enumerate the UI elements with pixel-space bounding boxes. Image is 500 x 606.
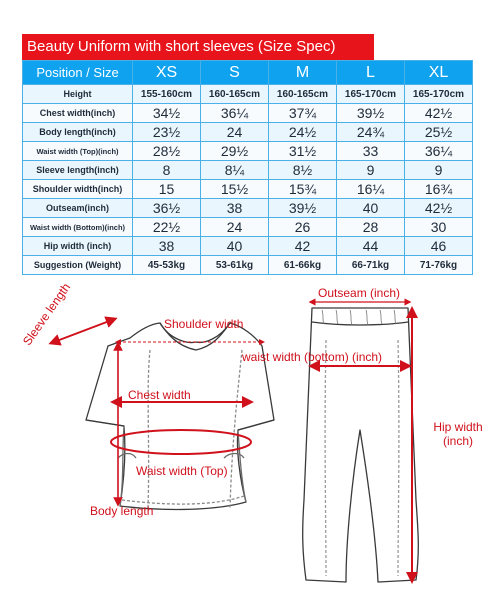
table-cell: 24 — [201, 123, 269, 142]
sleeve-length-arrow — [54, 320, 112, 342]
table-cell: 39½ — [337, 104, 405, 123]
table-cell: 15 — [133, 180, 201, 199]
table-row — [23, 161, 473, 180]
row-label: Height — [23, 85, 133, 104]
table-cell: 155-160cm — [133, 85, 201, 104]
row-label: Body length(inch) — [23, 123, 133, 142]
table-cell: 24½ — [269, 123, 337, 142]
header-size-xs: XS — [133, 61, 201, 85]
spec-title: Beauty Uniform with short sleeves (Size Spec) — [22, 34, 374, 60]
outseam-label: Outseam (inch) — [318, 286, 401, 300]
table-cell: 165-170cm — [337, 85, 405, 104]
table-cell: 40 — [337, 199, 405, 218]
table-row — [23, 237, 473, 256]
table-cell: 61-66kg — [269, 256, 337, 275]
waist-width-bottom-label: waist width (bottom) (inch) — [242, 350, 383, 364]
row-label: Sleeve length(inch) — [23, 161, 133, 180]
table-row — [23, 256, 473, 275]
row-label: Suggestion (Weight) — [23, 256, 133, 275]
table-cell: 46 — [405, 237, 473, 256]
table-cell: 15¾ — [269, 180, 337, 199]
table-cell: 23½ — [133, 123, 201, 142]
table-row — [23, 218, 473, 237]
table-cell: 16¾ — [405, 180, 473, 199]
table-cell: 165-170cm — [405, 85, 473, 104]
row-label: Outseam(inch) — [23, 199, 133, 218]
table-cell: 24¾ — [337, 123, 405, 142]
table-cell: 37¾ — [269, 104, 337, 123]
table-cell: 30 — [405, 218, 473, 237]
header-position-size: Position / Size — [23, 61, 133, 85]
table-cell: 36¼ — [201, 104, 269, 123]
table-row — [23, 85, 473, 104]
measurement-diagram — [0, 280, 500, 606]
shoulder-width-label: Shoulder width — [164, 317, 244, 331]
table-cell: 36½ — [133, 199, 201, 218]
table-cell: 71-76kg — [405, 256, 473, 275]
header-size-s: S — [201, 61, 269, 85]
table-cell: 160-165cm — [201, 85, 269, 104]
table-cell: 34½ — [133, 104, 201, 123]
table-cell: 40 — [201, 237, 269, 256]
table-cell: 36¼ — [405, 142, 473, 161]
table-cell: 24 — [201, 218, 269, 237]
row-label: Shoulder width(inch) — [23, 180, 133, 199]
table-cell: 42½ — [405, 104, 473, 123]
table-cell: 38 — [201, 199, 269, 218]
header-size-m: M — [269, 61, 337, 85]
table-cell: 9 — [337, 161, 405, 180]
table-cell: 8 — [133, 161, 201, 180]
table-cell: 22½ — [133, 218, 201, 237]
table-row — [23, 142, 473, 161]
table-cell: 28 — [337, 218, 405, 237]
table-cell: 39½ — [269, 199, 337, 218]
size-spec-table — [22, 60, 473, 275]
table-cell: 44 — [337, 237, 405, 256]
table-row — [23, 123, 473, 142]
row-label: Waist width (Top)(inch) — [23, 142, 133, 161]
header-size-xl: XL — [405, 61, 473, 85]
table-cell: 29½ — [201, 142, 269, 161]
waist-width-top-label: Waist width (Top) — [136, 464, 228, 478]
sleeve-length-label: Sleeve length — [20, 280, 74, 349]
table-row — [23, 199, 473, 218]
row-label: Chest width(inch) — [23, 104, 133, 123]
hip-width-label: Hip width (inch) — [433, 420, 483, 448]
table-cell: 16¼ — [337, 180, 405, 199]
table-cell: 33 — [337, 142, 405, 161]
table-cell: 15½ — [201, 180, 269, 199]
table-cell: 45-53kg — [133, 256, 201, 275]
row-label: Hip width (inch) — [23, 237, 133, 256]
table-cell: 66-71kg — [337, 256, 405, 275]
table-row — [23, 104, 473, 123]
table-header-row — [23, 61, 473, 85]
table-cell: 9 — [405, 161, 473, 180]
chest-width-label: Chest width — [128, 388, 191, 402]
table-cell: 8¼ — [201, 161, 269, 180]
table-cell: 53-61kg — [201, 256, 269, 275]
table-row — [23, 180, 473, 199]
row-label: Waist width (Bottom)(inch) — [23, 218, 133, 237]
table-cell: 160-165cm — [269, 85, 337, 104]
body-length-label: Body length — [90, 504, 154, 518]
header-size-l: L — [337, 61, 405, 85]
table-cell: 42 — [269, 237, 337, 256]
table-cell: 31½ — [269, 142, 337, 161]
table-cell: 25½ — [405, 123, 473, 142]
table-cell: 8½ — [269, 161, 337, 180]
table-cell: 42½ — [405, 199, 473, 218]
table-cell: 38 — [133, 237, 201, 256]
table-cell: 26 — [269, 218, 337, 237]
table-cell: 28½ — [133, 142, 201, 161]
